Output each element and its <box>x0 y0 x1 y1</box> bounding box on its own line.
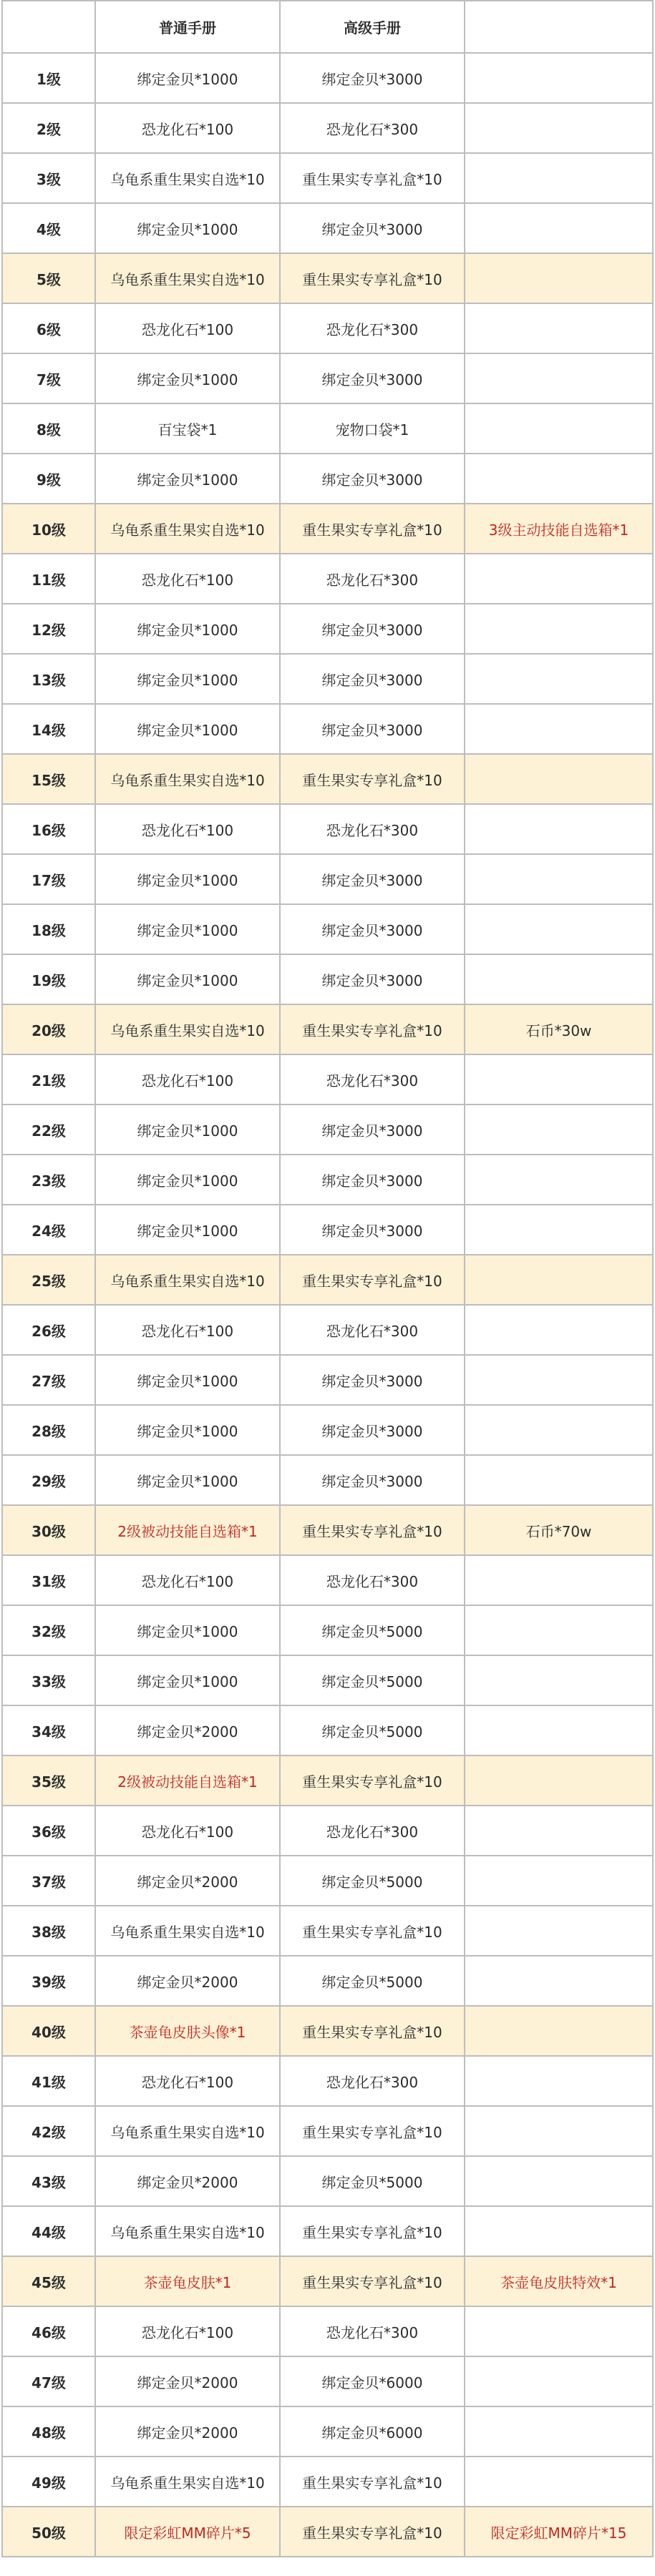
normal-reward-cell: 茶壶龟皮肤*1 <box>95 2256 280 2306</box>
advanced-reward-cell: 绑定金贝*5000 <box>280 1956 465 2006</box>
level-cell: 40级 <box>2 2006 95 2056</box>
normal-reward-cell: 乌龟系重生果实自选*10 <box>95 253 280 303</box>
extra-reward-cell <box>465 554 653 604</box>
advanced-reward-cell: 绑定金贝*3000 <box>280 1105 465 1155</box>
level-cell: 7级 <box>2 353 95 403</box>
table-row <box>2 303 653 353</box>
advanced-reward-cell: 重生果实专享礼盒*10 <box>280 504 465 554</box>
level-cell: 2级 <box>2 103 95 153</box>
extra-reward-cell <box>465 1755 653 1806</box>
table-row <box>2 1355 653 1405</box>
table-row <box>2 2106 653 2156</box>
advanced-reward-cell: 绑定金贝*3000 <box>280 1355 465 1405</box>
extra-reward-cell: 石币*70w <box>465 1505 653 1555</box>
normal-reward-cell: 绑定金贝*2000 <box>95 2156 280 2206</box>
normal-reward-cell: 恐龙化石*100 <box>95 303 280 353</box>
table-row <box>2 604 653 654</box>
level-cell: 13级 <box>2 654 95 704</box>
normal-reward-cell: 绑定金贝*1000 <box>95 1155 280 1205</box>
table-row <box>2 1105 653 1155</box>
table-row <box>2 53 653 103</box>
extra-reward-cell <box>465 1956 653 2006</box>
level-cell: 28级 <box>2 1405 95 1455</box>
advanced-reward-cell: 绑定金贝*5000 <box>280 1705 465 1755</box>
level-cell: 5级 <box>2 253 95 303</box>
extra-reward-cell <box>465 2356 653 2406</box>
normal-reward-cell: 茶壶龟皮肤头像*1 <box>95 2006 280 2056</box>
level-cell: 35级 <box>2 1755 95 1806</box>
level-cell: 44级 <box>2 2206 95 2256</box>
extra-reward-cell <box>465 954 653 1004</box>
normal-reward-cell: 绑定金贝*1000 <box>95 353 280 403</box>
header-advanced-manual: 高级手册 <box>280 1 465 53</box>
normal-reward-cell: 乌龟系重生果实自选*10 <box>95 1255 280 1305</box>
advanced-reward-cell: 重生果实专享礼盒*10 <box>280 2256 465 2306</box>
level-cell: 10级 <box>2 504 95 554</box>
level-cell: 30级 <box>2 1505 95 1555</box>
extra-reward-cell <box>465 1054 653 1105</box>
normal-reward-cell: 2级被动技能自选箱*1 <box>95 1505 280 1555</box>
advanced-reward-cell: 重生果实专享礼盒*10 <box>280 153 465 203</box>
extra-reward-cell <box>465 2156 653 2206</box>
level-cell: 6级 <box>2 303 95 353</box>
advanced-reward-cell: 绑定金贝*3000 <box>280 954 465 1004</box>
table-row <box>2 1906 653 1956</box>
header-normal-manual: 普通手册 <box>95 1 280 53</box>
normal-reward-cell: 绑定金贝*1000 <box>95 1605 280 1655</box>
normal-reward-cell: 百宝袋*1 <box>95 403 280 454</box>
advanced-reward-cell: 恐龙化石*300 <box>280 1555 465 1605</box>
level-cell: 23级 <box>2 1155 95 1205</box>
level-cell: 1级 <box>2 53 95 103</box>
extra-reward-cell <box>465 2206 653 2256</box>
table-row <box>2 353 653 403</box>
advanced-reward-cell: 重生果实专享礼盒*10 <box>280 2507 465 2557</box>
advanced-reward-cell: 恐龙化石*300 <box>280 2306 465 2356</box>
extra-reward-cell <box>465 904 653 954</box>
advanced-reward-cell: 绑定金贝*3000 <box>280 854 465 904</box>
extra-reward-cell <box>465 1555 653 1605</box>
level-cell: 15级 <box>2 754 95 804</box>
advanced-reward-cell: 绑定金贝*5000 <box>280 1605 465 1655</box>
extra-reward-cell <box>465 203 653 253</box>
normal-reward-cell: 绑定金贝*2000 <box>95 1956 280 2006</box>
extra-reward-cell: 限定彩虹MM碎片*15 <box>465 2507 653 2557</box>
extra-reward-cell <box>465 454 653 504</box>
level-cell: 9级 <box>2 454 95 504</box>
normal-reward-cell: 绑定金贝*2000 <box>95 1856 280 1906</box>
level-cell: 43级 <box>2 2156 95 2206</box>
advanced-reward-cell: 重生果实专享礼盒*10 <box>280 1755 465 1806</box>
table-row <box>2 103 653 153</box>
level-cell: 29级 <box>2 1455 95 1505</box>
level-cell: 33级 <box>2 1655 95 1705</box>
normal-reward-cell: 绑定金贝*1000 <box>95 904 280 954</box>
advanced-reward-cell: 宠物口袋*1 <box>280 403 465 454</box>
normal-reward-cell: 绑定金贝*1000 <box>95 954 280 1004</box>
table-row <box>2 504 653 554</box>
extra-reward-cell <box>465 804 653 854</box>
level-cell: 26级 <box>2 1305 95 1355</box>
advanced-reward-cell: 重生果实专享礼盒*10 <box>280 1004 465 1054</box>
normal-reward-cell: 乌龟系重生果实自选*10 <box>95 2206 280 2256</box>
normal-reward-cell: 绑定金贝*1000 <box>95 1455 280 1505</box>
table-row <box>2 1806 653 1856</box>
normal-reward-cell: 乌龟系重生果实自选*10 <box>95 153 280 203</box>
normal-reward-cell: 限定彩虹MM碎片*5 <box>95 2507 280 2557</box>
table-row <box>2 2056 653 2106</box>
normal-reward-cell: 恐龙化石*100 <box>95 554 280 604</box>
header-extra <box>465 1 653 53</box>
normal-reward-cell: 恐龙化石*100 <box>95 1054 280 1105</box>
advanced-reward-cell: 绑定金贝*3000 <box>280 1155 465 1205</box>
advanced-reward-cell: 恐龙化石*300 <box>280 2056 465 2106</box>
table-row <box>2 1405 653 1455</box>
level-cell: 41级 <box>2 2056 95 2106</box>
normal-reward-cell: 绑定金贝*1000 <box>95 1105 280 1155</box>
table-row <box>2 203 653 253</box>
extra-reward-cell <box>465 2006 653 2056</box>
normal-reward-cell: 绑定金贝*2000 <box>95 2406 280 2457</box>
extra-reward-cell <box>465 103 653 153</box>
advanced-reward-cell: 绑定金贝*3000 <box>280 604 465 654</box>
extra-reward-cell <box>465 153 653 203</box>
table-row <box>2 2156 653 2206</box>
advanced-reward-cell: 恐龙化石*300 <box>280 103 465 153</box>
table-row <box>2 1705 653 1755</box>
table-row <box>2 2457 653 2507</box>
table-row <box>2 1004 653 1054</box>
table-row <box>2 1755 653 1806</box>
advanced-reward-cell: 绑定金贝*5000 <box>280 1856 465 1906</box>
normal-reward-cell: 绑定金贝*1000 <box>95 654 280 704</box>
advanced-reward-cell: 绑定金贝*3000 <box>280 203 465 253</box>
advanced-reward-cell: 恐龙化石*300 <box>280 554 465 604</box>
normal-reward-cell: 绑定金贝*1000 <box>95 53 280 103</box>
advanced-reward-cell: 绑定金贝*6000 <box>280 2406 465 2457</box>
table-row <box>2 654 653 704</box>
table-row <box>2 804 653 854</box>
advanced-reward-cell: 重生果实专享礼盒*10 <box>280 2206 465 2256</box>
advanced-reward-cell: 重生果实专享礼盒*10 <box>280 253 465 303</box>
level-cell: 27级 <box>2 1355 95 1405</box>
extra-reward-cell <box>465 1405 653 1455</box>
level-cell: 49级 <box>2 2457 95 2507</box>
normal-reward-cell: 恐龙化石*100 <box>95 1806 280 1856</box>
normal-reward-cell: 绑定金贝*1000 <box>95 1655 280 1705</box>
table-row <box>2 1956 653 2006</box>
table-row <box>2 2306 653 2356</box>
level-cell: 24级 <box>2 1205 95 1255</box>
level-cell: 11级 <box>2 554 95 604</box>
normal-reward-cell: 绑定金贝*1000 <box>95 704 280 754</box>
extra-reward-cell <box>465 1605 653 1655</box>
extra-reward-cell <box>465 1355 653 1405</box>
table-body <box>2 53 653 2557</box>
level-cell: 50级 <box>2 2507 95 2557</box>
table-row <box>2 1555 653 1605</box>
advanced-reward-cell: 绑定金贝*3000 <box>280 1405 465 1455</box>
table-header-row <box>2 1 653 53</box>
table-row <box>2 1205 653 1255</box>
extra-reward-cell <box>465 1205 653 1255</box>
level-cell: 3级 <box>2 153 95 203</box>
extra-reward-cell <box>465 604 653 654</box>
normal-reward-cell: 乌龟系重生果实自选*10 <box>95 1906 280 1956</box>
level-cell: 34级 <box>2 1705 95 1755</box>
extra-reward-cell <box>465 2457 653 2507</box>
level-cell: 46级 <box>2 2306 95 2356</box>
level-cell: 19级 <box>2 954 95 1004</box>
level-cell: 16级 <box>2 804 95 854</box>
extra-reward-cell <box>465 2056 653 2106</box>
extra-reward-cell <box>465 1155 653 1205</box>
rewards-table <box>1 0 654 2557</box>
extra-reward-cell <box>465 1806 653 1856</box>
normal-reward-cell: 恐龙化石*100 <box>95 1305 280 1355</box>
normal-reward-cell: 绑定金贝*2000 <box>95 2356 280 2406</box>
level-cell: 21级 <box>2 1054 95 1105</box>
advanced-reward-cell: 恐龙化石*300 <box>280 303 465 353</box>
extra-reward-cell: 3级主动技能自选箱*1 <box>465 504 653 554</box>
normal-reward-cell: 乌龟系重生果实自选*10 <box>95 504 280 554</box>
table-row <box>2 2406 653 2457</box>
normal-reward-cell: 绑定金贝*1000 <box>95 454 280 504</box>
normal-reward-cell: 恐龙化石*100 <box>95 2306 280 2356</box>
extra-reward-cell <box>465 854 653 904</box>
table-row <box>2 2356 653 2406</box>
advanced-reward-cell: 绑定金贝*3000 <box>280 353 465 403</box>
level-cell: 22级 <box>2 1105 95 1155</box>
level-cell: 37级 <box>2 1856 95 1906</box>
level-cell: 36级 <box>2 1806 95 1856</box>
advanced-reward-cell: 恐龙化石*300 <box>280 1054 465 1105</box>
extra-reward-cell <box>465 1705 653 1755</box>
table-row <box>2 954 653 1004</box>
extra-reward-cell <box>465 1906 653 1956</box>
table-row <box>2 454 653 504</box>
normal-reward-cell: 恐龙化石*100 <box>95 804 280 854</box>
level-cell: 32级 <box>2 1605 95 1655</box>
extra-reward-cell <box>465 1655 653 1705</box>
advanced-reward-cell: 重生果实专享礼盒*10 <box>280 754 465 804</box>
level-cell: 45级 <box>2 2256 95 2306</box>
level-cell: 25级 <box>2 1255 95 1305</box>
advanced-reward-cell: 绑定金贝*5000 <box>280 1655 465 1705</box>
extra-reward-cell <box>465 654 653 704</box>
level-cell: 42级 <box>2 2106 95 2156</box>
table-row <box>2 1856 653 1906</box>
level-cell: 39级 <box>2 1956 95 2006</box>
table-row <box>2 2256 653 2306</box>
advanced-reward-cell: 绑定金贝*3000 <box>280 53 465 103</box>
level-cell: 17级 <box>2 854 95 904</box>
table-row <box>2 403 653 454</box>
level-cell: 31级 <box>2 1555 95 1605</box>
normal-reward-cell: 乌龟系重生果实自选*10 <box>95 754 280 804</box>
extra-reward-cell <box>465 353 653 403</box>
extra-reward-cell <box>465 2406 653 2457</box>
level-cell: 47级 <box>2 2356 95 2406</box>
table-row <box>2 1305 653 1355</box>
table-row <box>2 1605 653 1655</box>
table-row <box>2 253 653 303</box>
extra-reward-cell <box>465 253 653 303</box>
normal-reward-cell: 绑定金贝*1000 <box>95 1355 280 1405</box>
advanced-reward-cell: 绑定金贝*3000 <box>280 1205 465 1255</box>
normal-reward-cell: 绑定金贝*1000 <box>95 203 280 253</box>
normal-reward-cell: 恐龙化石*100 <box>95 2056 280 2106</box>
advanced-reward-cell: 重生果实专享礼盒*10 <box>280 2106 465 2156</box>
advanced-reward-cell: 恐龙化石*300 <box>280 804 465 854</box>
table-row <box>2 1455 653 1505</box>
extra-reward-cell <box>465 2306 653 2356</box>
table-row <box>2 1655 653 1705</box>
extra-reward-cell <box>465 754 653 804</box>
table-row <box>2 704 653 754</box>
extra-reward-cell <box>465 303 653 353</box>
advanced-reward-cell: 重生果实专享礼盒*10 <box>280 2457 465 2507</box>
advanced-reward-cell: 绑定金贝*6000 <box>280 2356 465 2406</box>
table-row <box>2 2206 653 2256</box>
extra-reward-cell <box>465 1856 653 1906</box>
extra-reward-cell <box>465 403 653 454</box>
normal-reward-cell: 2级被动技能自选箱*1 <box>95 1755 280 1806</box>
normal-reward-cell: 绑定金贝*2000 <box>95 1705 280 1755</box>
normal-reward-cell: 恐龙化石*100 <box>95 103 280 153</box>
normal-reward-cell: 绑定金贝*1000 <box>95 854 280 904</box>
extra-reward-cell <box>465 1105 653 1155</box>
header-level <box>2 1 95 53</box>
extra-reward-cell <box>465 1305 653 1355</box>
level-cell: 18级 <box>2 904 95 954</box>
table-row <box>2 1505 653 1555</box>
advanced-reward-cell: 重生果实专享礼盒*10 <box>280 1906 465 1956</box>
level-cell: 4级 <box>2 203 95 253</box>
table-row <box>2 1255 653 1305</box>
normal-reward-cell: 乌龟系重生果实自选*10 <box>95 2457 280 2507</box>
normal-reward-cell: 乌龟系重生果实自选*10 <box>95 2106 280 2156</box>
table-row <box>2 754 653 804</box>
level-cell: 48级 <box>2 2406 95 2457</box>
table-row <box>2 1155 653 1205</box>
normal-reward-cell: 恐龙化石*100 <box>95 1555 280 1605</box>
level-cell: 20级 <box>2 1004 95 1054</box>
table-row <box>2 904 653 954</box>
extra-reward-cell <box>465 53 653 103</box>
normal-reward-cell: 绑定金贝*1000 <box>95 1405 280 1455</box>
advanced-reward-cell: 绑定金贝*3000 <box>280 654 465 704</box>
extra-reward-cell: 石币*30w <box>465 1004 653 1054</box>
advanced-reward-cell: 绑定金贝*3000 <box>280 454 465 504</box>
advanced-reward-cell: 绑定金贝*3000 <box>280 704 465 754</box>
normal-reward-cell: 乌龟系重生果实自选*10 <box>95 1004 280 1054</box>
advanced-reward-cell: 恐龙化石*300 <box>280 1305 465 1355</box>
level-cell: 14级 <box>2 704 95 754</box>
table-row <box>2 153 653 203</box>
table-row <box>2 2507 653 2557</box>
level-cell: 12级 <box>2 604 95 654</box>
extra-reward-cell <box>465 1455 653 1505</box>
advanced-reward-cell: 重生果实专享礼盒*10 <box>280 2006 465 2056</box>
normal-reward-cell: 绑定金贝*1000 <box>95 1205 280 1255</box>
advanced-reward-cell: 绑定金贝*5000 <box>280 2156 465 2206</box>
normal-reward-cell: 绑定金贝*1000 <box>95 604 280 654</box>
extra-reward-cell <box>465 1255 653 1305</box>
advanced-reward-cell: 重生果实专享礼盒*10 <box>280 1505 465 1555</box>
level-cell: 8级 <box>2 403 95 454</box>
extra-reward-cell <box>465 2106 653 2156</box>
advanced-reward-cell: 恐龙化石*300 <box>280 1806 465 1856</box>
table-row <box>2 854 653 904</box>
advanced-reward-cell: 重生果实专享礼盒*10 <box>280 1255 465 1305</box>
extra-reward-cell: 茶壶龟皮肤特效*1 <box>465 2256 653 2306</box>
advanced-reward-cell: 绑定金贝*3000 <box>280 904 465 954</box>
advanced-reward-cell: 绑定金贝*3000 <box>280 1455 465 1505</box>
level-cell: 38级 <box>2 1906 95 1956</box>
table-row <box>2 1054 653 1105</box>
table-row <box>2 2006 653 2056</box>
extra-reward-cell <box>465 704 653 754</box>
table-row <box>2 554 653 604</box>
